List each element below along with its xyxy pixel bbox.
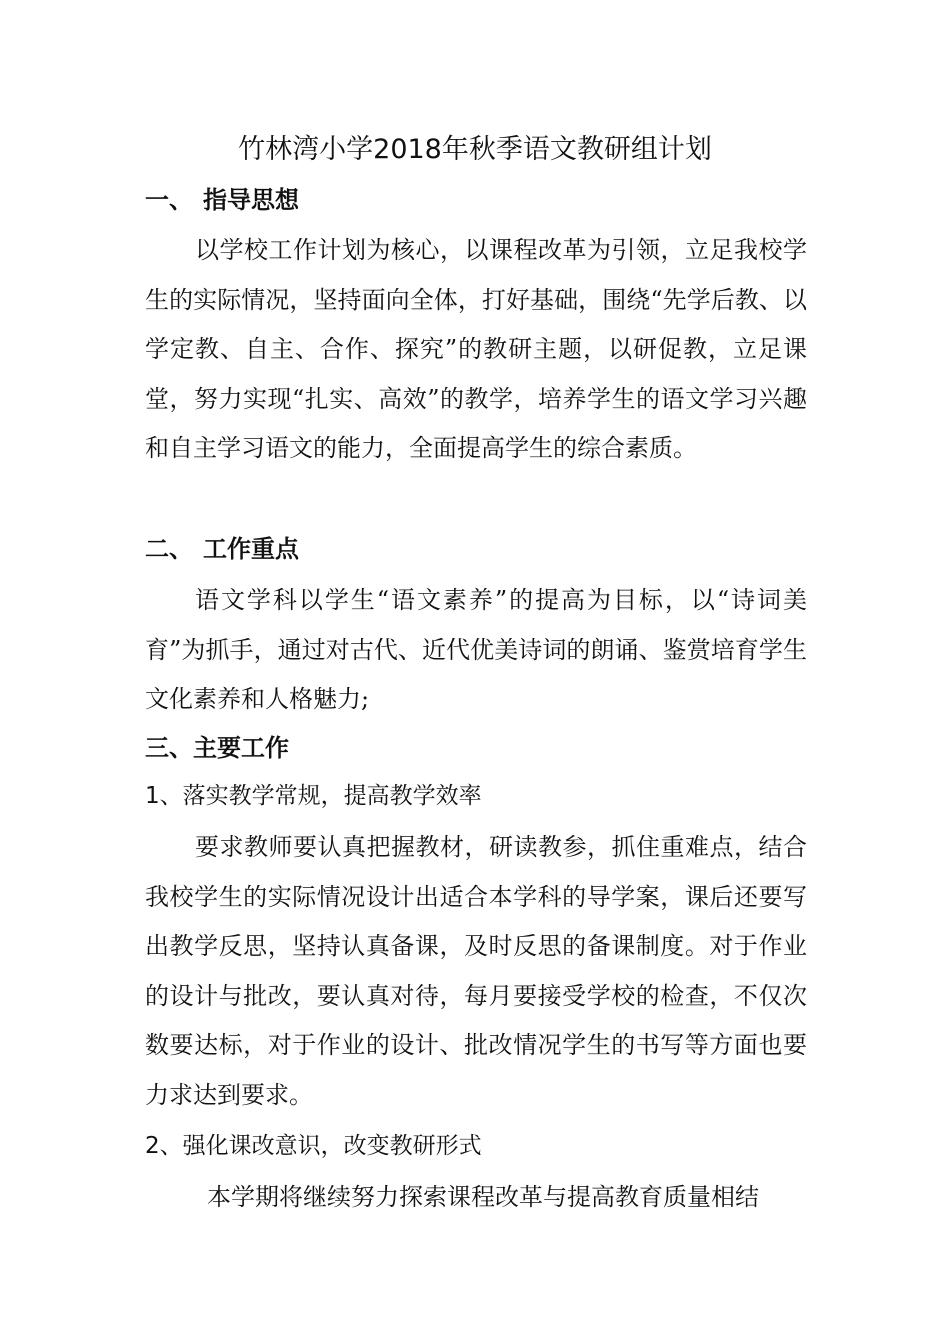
section-heading-1 xyxy=(145,180,299,220)
section-number-2: 二、 xyxy=(145,535,193,563)
section-number-3: 三、 xyxy=(145,734,193,762)
section-paragraph-1: 以学校工作计划为核心，以课程改革为引领，立足我校学生的实际情况，坚持面向全体，打好基础，围绕“先学后教、以学定教、自主、合作、探究”的教研主题，以研促教，立足课堂，努力实现“扎实、高效”的教学，培养学生的语文学习兴趣和自主学习语文的能力，全面提高学生的综合素质。 xyxy=(145,236,807,462)
section-title-1: 指导思想 xyxy=(203,186,299,214)
subsection-paragraph-1: 要求教师要认真把握教材，研读教参，抓住重难点，结合我校学生的实际情况设计出适合本学科的导学案，课后还要写出教学反思，坚持认真备课，及时反思的备课制度。对于作业的设计与批改，要认真对待，每月要接受学校的检查，不仅次数要达标，对于作业的设计、批改情况学生的书写等方面也要力求达到要求。 xyxy=(145,833,807,1109)
section-title-3: 主要工作 xyxy=(193,734,289,762)
section-heading-2 xyxy=(145,529,299,569)
subsection-paragraph-2: 本学期将继续努力探索课程改革与提高教育质量相结 xyxy=(207,1183,759,1211)
subsection-title-2: 2、强化课改意识，改变教研形式 xyxy=(145,1133,482,1159)
section-title-2: 工作重点 xyxy=(203,535,299,563)
section-paragraph-2: 语文学科以学生“语文素养”的提高为目标，以“诗词美育”为抓手，通过对古代、近代优美诗词的朗诵、鉴赏培育学生文化素养和人格魅力; xyxy=(145,586,807,713)
document-title: 竹林湾小学2018年秋季语文教研组计划 xyxy=(238,134,712,165)
subsection-title-1: 1、落实教学常规，提高教学效率 xyxy=(145,783,482,809)
section-number-1: 一、 xyxy=(145,186,193,214)
section-heading-3 xyxy=(145,728,289,768)
